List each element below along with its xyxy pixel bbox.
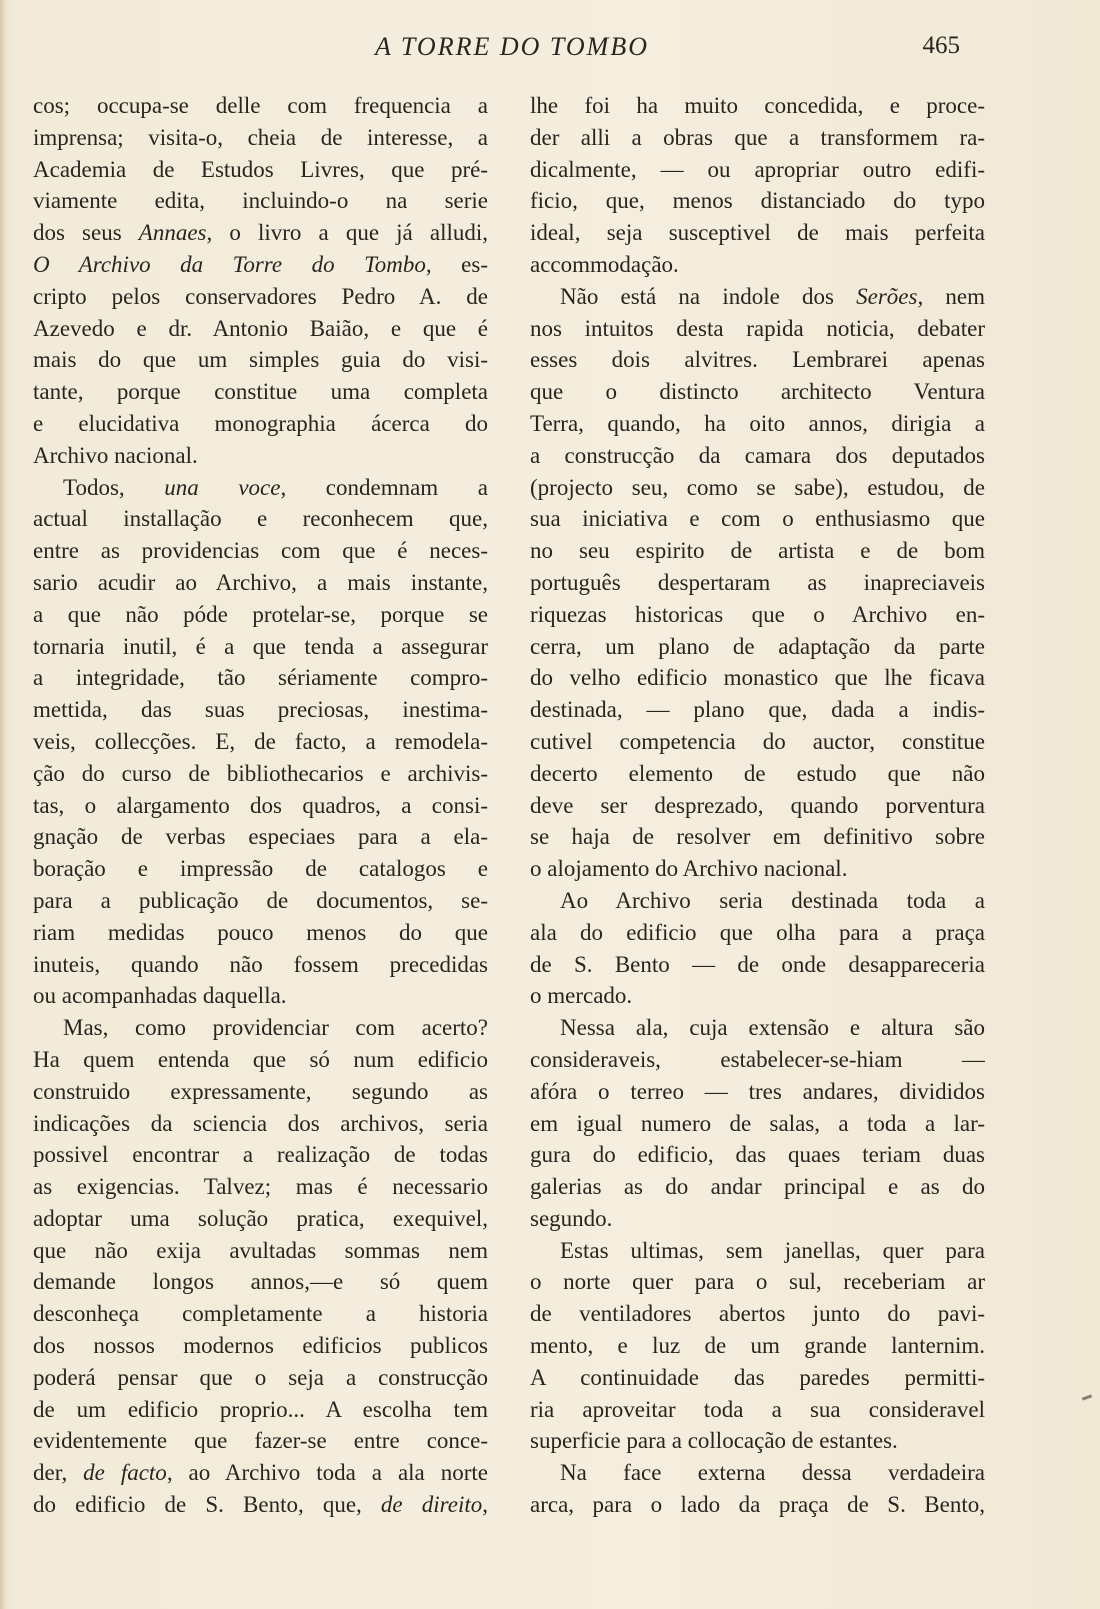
- text-line: [33, 1457, 488, 1489]
- text-line: no seu espirito de artista e de bom: [530, 538, 985, 564]
- text-line: boração e impressão de catalogos e: [33, 856, 488, 882]
- text-line: lhe foi ha muito concedida, e proce-: [530, 93, 985, 118]
- text-span: der,: [33, 1460, 84, 1486]
- text-line: dicalmente, — ou apropriar outro edifi-: [530, 156, 985, 182]
- running-head: A TORRE DO TOMBO: [375, 32, 649, 61]
- text-line: tas, o alargamento dos quadros, a consi-: [33, 792, 488, 818]
- text-line: [33, 1489, 488, 1521]
- text-line: de ventiladores abertos junto do pavi-: [530, 1301, 985, 1327]
- text-line: Azevedo e dr. Antonio Baião, e que é: [33, 315, 488, 341]
- text-line: ficio, que, menos distanciado do typo: [530, 188, 985, 214]
- text-line: ria aproveitar toda a sua consideravel: [530, 1396, 985, 1422]
- text-line: [530, 281, 985, 313]
- text-line: cerra, um plano de adaptação da parte: [530, 633, 985, 659]
- text-line: esses dois alvitres. Lembrarei apenas: [530, 347, 985, 373]
- right-column: [530, 90, 985, 1521]
- text-line: em igual numero de salas, a toda a lar-: [530, 1110, 985, 1136]
- text-line: o mercado.: [530, 983, 633, 1009]
- text-line: Ha quem entenda que só num edificio: [33, 1046, 488, 1072]
- text-line: cos; occupa-se delle com frequencia a: [33, 93, 488, 118]
- text-line: Estas ultimas, sem janellas, quer para: [560, 1237, 985, 1263]
- text-line: actual installação e reconhecem que,: [33, 506, 488, 532]
- text-line: sua iniciativa e com o enthusiasmo que: [530, 506, 985, 532]
- text-line: as exigencias. Talvez; mas é necessario: [33, 1174, 488, 1200]
- text-line: de um edificio proprio... A escolha tem: [33, 1396, 488, 1422]
- italic-text: de facto: [83, 1460, 167, 1486]
- text-line: poderá pensar que o seja a construcção: [33, 1364, 488, 1390]
- text-line: construido expressamente, segundo as: [33, 1078, 488, 1104]
- text-line: superficie para a collocação de estantes.: [530, 1428, 898, 1454]
- text-line: galerias as do andar principal e as do: [530, 1174, 985, 1200]
- text-line: consideraveis, estabelecer-se-hiam —: [530, 1046, 985, 1072]
- text-span: dos seus: [33, 220, 139, 246]
- text-line: [33, 217, 488, 249]
- text-span: , nem: [917, 283, 985, 309]
- text-span: , ao Archivo toda a ala norte: [166, 1460, 488, 1486]
- text-line: de S. Bento — de onde desappareceria: [530, 951, 985, 977]
- text-span: Todos,: [63, 474, 165, 500]
- page-header: [0, 32, 1100, 68]
- margin-mark: [1082, 1394, 1092, 1400]
- text-line: arca, para o lado da praça de S. Bento,: [530, 1492, 985, 1518]
- text-line: gura do edificio, das quaes teriam duas: [530, 1142, 985, 1168]
- text-line: entre as providencias com que é neces-: [33, 538, 488, 564]
- italic-text: una voce: [164, 474, 281, 500]
- text-line: sario acudir ao Archivo, a mais instante,: [33, 569, 488, 595]
- text-line: Nessa ala, cuja extensão e altura são: [560, 1015, 985, 1041]
- italic-text: Serões: [856, 283, 918, 309]
- text-line: der alli a obras que a transformem ra-: [530, 124, 985, 150]
- text-line: a integridade, tão sériamente compro-: [33, 665, 488, 691]
- text-line: accommodação.: [530, 251, 679, 277]
- text-line: ou acompanhadas daquella.: [33, 983, 287, 1009]
- text-line: Ao Archivo seria destinada toda a: [560, 887, 985, 913]
- text-line: afóra o terreo — tres andares, divididos: [530, 1078, 985, 1104]
- text-line: inuteis, quando não fossem precedidas: [33, 951, 488, 977]
- text-line: ala do edificio que olha para a praça: [530, 919, 985, 945]
- text-line: e elucidativa monographia ácerca do: [33, 410, 488, 436]
- text-line: a que não póde protelar-se, porque se: [33, 601, 488, 627]
- text-line: o norte quer para o sul, receberiam ar: [530, 1269, 985, 1295]
- text-line: nos intuitos desta rapida noticia, debater: [530, 315, 985, 341]
- text-line: que não exija avultadas sommas nem: [33, 1237, 488, 1263]
- text-line: mais do que um simples guia do visi-: [33, 347, 488, 373]
- text-line: tornaria inutil, é a que tenda a assegurar: [33, 633, 488, 659]
- text-line: riquezas historicas que o Archivo en-: [530, 601, 985, 627]
- text-line: riam medidas pouco menos do que: [33, 919, 488, 945]
- text-line: [33, 249, 488, 281]
- text-line: demande longos annos,—e só quem: [33, 1269, 488, 1295]
- text-line: Academia de Estudos Livres, que pré-: [33, 156, 488, 182]
- italic-text: de direito: [380, 1492, 483, 1518]
- text-span: , o livro a que já alludi,: [206, 220, 488, 246]
- text-span: Não está na indole dos: [560, 283, 857, 309]
- page-number: 465: [922, 32, 960, 59]
- text-span: , condemnam a: [280, 474, 488, 500]
- text-line: que o distincto architecto Ventura: [530, 379, 985, 405]
- text-line: ideal, seja susceptivel de mais perfeita: [530, 220, 985, 246]
- text-line: o alojamento do Archivo nacional.: [530, 856, 848, 882]
- text-span: es-: [431, 251, 488, 277]
- text-line: português despertaram as inapreciaveis: [530, 569, 985, 595]
- text-line: decerto elemento de estudo que não: [530, 760, 985, 786]
- text-line: dos nossos modernos edificios publicos: [33, 1333, 488, 1359]
- text-line: cutivel competencia do auctor, constitue: [530, 728, 985, 754]
- text-line: mettida, das suas preciosas, inestima-: [33, 697, 488, 723]
- italic-text: O Archivo da Torre do Tombo,: [33, 251, 432, 277]
- text-line: ção do curso de bibliothecarios e archivis-: [33, 760, 488, 786]
- text-line: (projecto seu, como se sabe), estudou, de: [530, 474, 985, 500]
- text-line: destinada, — plano que, dada a indis-: [530, 697, 985, 723]
- left-column: [33, 90, 488, 1521]
- text-line: adoptar uma solução pratica, exequivel,: [33, 1205, 488, 1231]
- text-line: Terra, quando, ha oito annos, dirigia a: [530, 410, 985, 436]
- text-line: segundo.: [530, 1205, 613, 1231]
- text-line: viamente edita, incluindo-o na serie: [33, 188, 488, 214]
- text-span: do edificio de S. Bento, que,: [33, 1492, 381, 1518]
- text-span: ,: [482, 1492, 488, 1518]
- text-line: mento, e luz de um grande lanternim.: [530, 1333, 985, 1359]
- text-line: do velho edificio monastico que lhe ficava: [530, 665, 985, 691]
- text-line: desconheça completamente a historia: [33, 1301, 488, 1327]
- text-line: possivel encontrar a realização de todas: [33, 1142, 488, 1168]
- text-line: tante, porque constitue uma completa: [33, 379, 488, 405]
- text-line: Na face externa dessa verdadeira: [560, 1460, 985, 1486]
- text-line: veis, collecções. E, de facto, a remodela-: [33, 728, 488, 754]
- text-line: indicações da sciencia dos archivos, seria: [33, 1110, 488, 1136]
- text-line: a construcção da camara dos deputados: [530, 442, 985, 468]
- text-line: deve ser desprezado, quando porventura: [530, 792, 985, 818]
- italic-text: Annaes: [138, 220, 207, 246]
- text-line: se haja de resolver em definitivo sobre: [530, 824, 985, 850]
- text-line: para a publicação de documentos, se-: [33, 887, 488, 913]
- text-line: gnação de verbas especiaes para a ela-: [33, 824, 488, 850]
- text-line: A continuidade das paredes permitti-: [530, 1364, 985, 1390]
- text-line: [33, 472, 488, 504]
- text-line: Archivo nacional.: [33, 442, 198, 468]
- text-line: evidentemente que fazer-se entre conce-: [33, 1428, 488, 1454]
- text-line: cripto pelos conservadores Pedro A. de: [33, 283, 488, 309]
- text-line: imprensa; visita-o, cheia de interesse, a: [33, 124, 488, 150]
- text-line: Mas, como providenciar com acerto?: [63, 1015, 488, 1041]
